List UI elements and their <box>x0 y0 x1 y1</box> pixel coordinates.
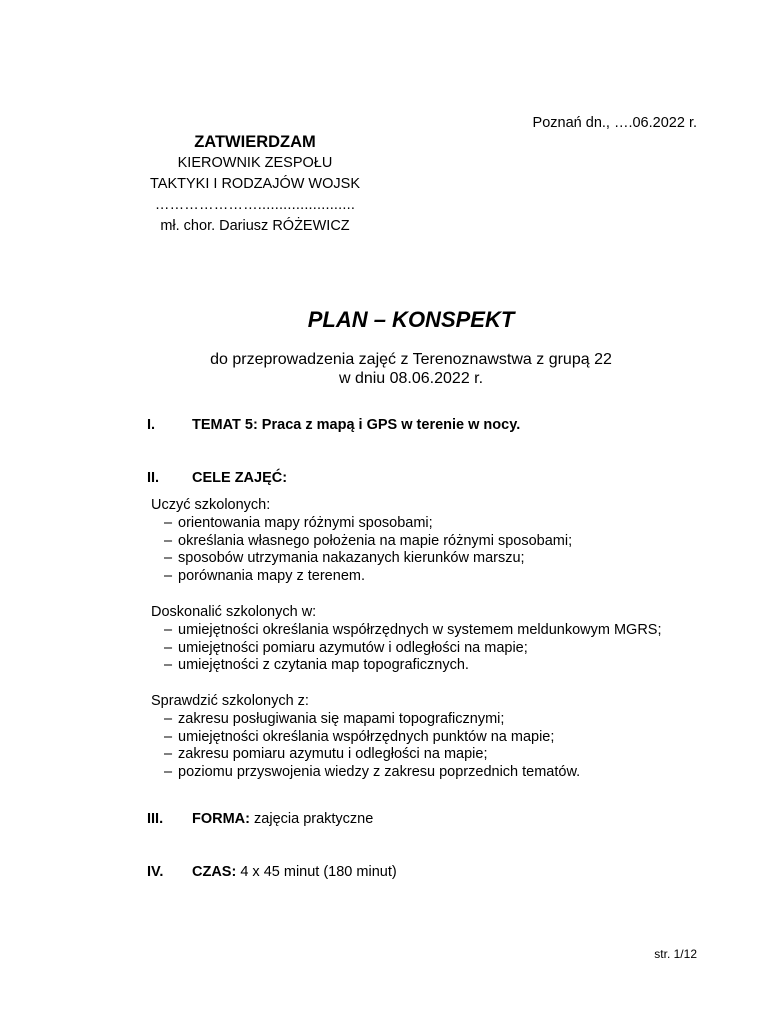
signature-line: …………………....................... <box>154 197 356 213</box>
goals-verify-block <box>151 693 580 782</box>
dash-bullet: – <box>164 532 173 549</box>
list-item: – umiejętności określania współrzędnych punktów na mapie; <box>164 728 555 745</box>
topic-text: TEMAT 5: Praca z mapą i GPS w terenie w nocy. <box>192 417 521 433</box>
signatory-name: mł. chor. Dariusz RÓŻEWICZ <box>160 218 350 234</box>
dash-bullet: – <box>164 764 173 781</box>
list-item: – umiejętności pomiaru azymutów i odległości na mapie; <box>164 639 528 656</box>
approval-title: ZATWIERDZAM <box>194 133 316 151</box>
dash-bullet: – <box>164 746 173 763</box>
subtitle-line-2: w dniu 08.06.2022 r. <box>338 370 484 387</box>
list-item: – poziomu przyswojenia wiedzy z zakresu poprzednich tematów. <box>164 764 581 781</box>
dash-bullet: – <box>164 568 173 585</box>
goals-heading: CELE ZAJĘĆ: <box>192 470 288 486</box>
goals-improve-block <box>151 604 662 675</box>
approval-block <box>95 132 415 237</box>
section-numeral: II. <box>147 470 160 486</box>
dash-bullet: – <box>164 710 173 727</box>
dash-bullet: – <box>164 550 173 567</box>
approval-role-line1: KIEROWNIK ZESPOŁU <box>177 155 333 171</box>
section-numeral: IV. <box>147 864 164 880</box>
time-heading: CZAS: <box>192 864 237 880</box>
section-goals <box>147 469 287 487</box>
dash-bullet: – <box>164 728 173 745</box>
list-item: – zakresu posługiwania się mapami topograficznymi; <box>164 710 505 727</box>
subtitle-line-1: do przeprowadzenia zajęć z Terenoznawstwa z grupą 22 <box>210 351 612 368</box>
goals-teach-intro: Uczyć szkolonych: <box>151 497 271 513</box>
goals-improve-intro: Doskonalić szkolonych w: <box>151 604 317 620</box>
document-subtitle <box>0 350 768 388</box>
goals-teach-list <box>151 515 572 586</box>
page-number: str. 1/12 <box>654 947 697 961</box>
form-value: zajęcia praktyczne <box>250 811 374 827</box>
list-item: – umiejętności określania współrzędnych w systemem meldunkowym MGRS; <box>164 621 662 638</box>
section-numeral: III. <box>147 811 164 827</box>
document-title: PLAN – KONSPEKT <box>307 307 515 332</box>
place-date: Poznań dn., ….06.2022 r. <box>532 115 697 131</box>
section-topic <box>147 416 520 434</box>
goals-verify-intro: Sprawdzić szkolonych z: <box>151 693 309 709</box>
list-item: – orientowania mapy różnymi sposobami; <box>164 514 433 531</box>
list-item: – zakresu pomiaru azymutu i odległości na mapie; <box>164 746 488 763</box>
section-form <box>147 810 373 828</box>
section-time <box>147 863 397 881</box>
dash-bullet: – <box>164 639 173 656</box>
dash-bullet: – <box>164 657 173 674</box>
list-item: – umiejętności z czytania map topograficznych. <box>164 657 469 674</box>
form-heading: FORMA: <box>192 811 250 827</box>
list-item: – sposobów utrzymania nakazanych kierunków marszu; <box>164 550 525 567</box>
list-item: – określania własnego położenia na mapie różnymi sposobami; <box>164 532 573 549</box>
goals-teach-block <box>151 497 572 586</box>
goals-improve-list <box>151 622 662 675</box>
dash-bullet: – <box>164 621 173 638</box>
dash-bullet: – <box>164 514 173 531</box>
section-numeral: I. <box>147 417 156 433</box>
list-item: – porównania mapy z terenem. <box>164 568 365 585</box>
goals-verify-list <box>151 711 580 782</box>
approval-role-line2: TAKTYKI I RODZAJÓW WOJSK <box>150 176 360 192</box>
time-value: 4 x 45 minut (180 minut) <box>236 864 397 880</box>
